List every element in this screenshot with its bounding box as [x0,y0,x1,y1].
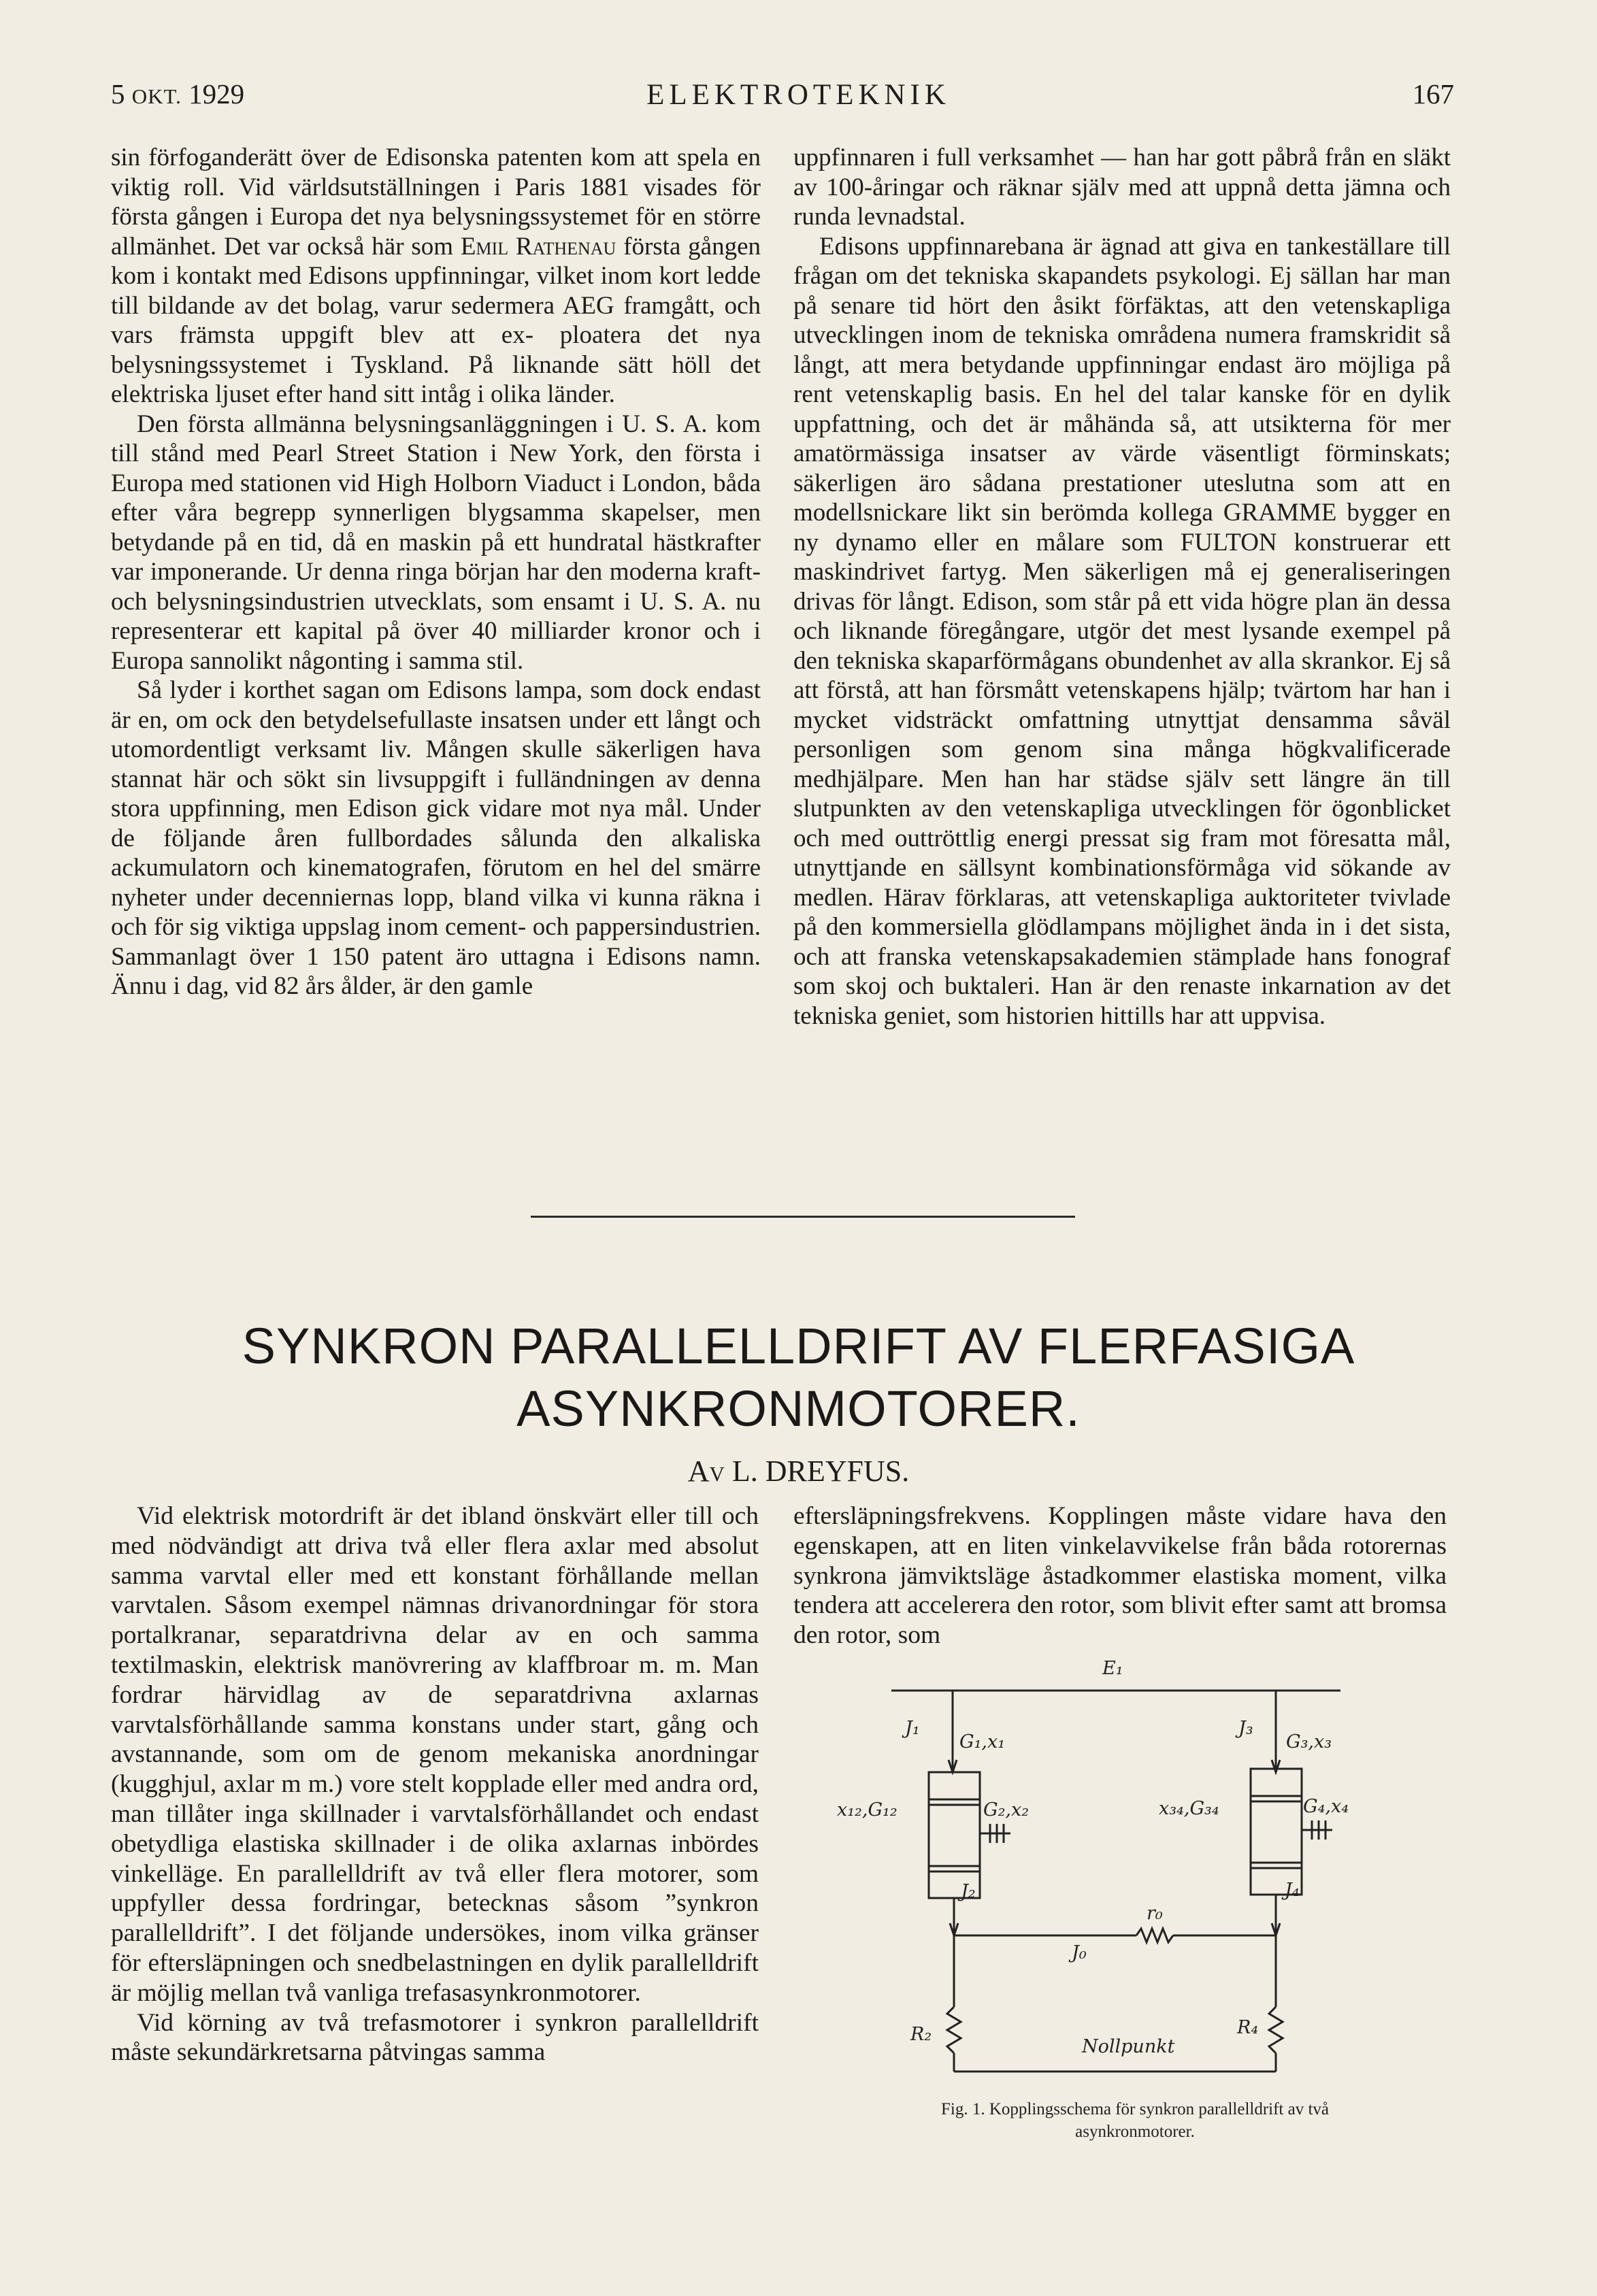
label-g3x3: G₃,x₃ [1286,1731,1332,1752]
section-divider [531,1216,1075,1218]
paragraph-continuation: eftersläpningsfrekvens. Kopplingen måste vidare hava den egenskapen, att en liten vinkelavvikelse från båda rotorernas synkrona jämviktsläge åstadkommer elastiska moment, vilka tendera att accelerera den rotor, som blivit efter samt att bromsa den rotor, som [793,1502,1447,1650]
label-g1x1: G₁,x₁ [959,1731,1006,1752]
motor2-body [1251,1769,1302,1895]
column-top-left [111,143,761,1001]
label-nollpunkt: Nollpunkt [1082,2036,1175,2057]
label-j3: J₃ [1238,1718,1253,1739]
label-j1: J₁ [905,1718,920,1739]
paragraph: Den första allmänna belysningsanläggningen i U. S. A. kom till stånd med Pearl Street Station i New York, den första i Europa med stationen vid High Holborn Viaduct i London, båda efter våra begrepp synnerligen blygsamma skapelser, men betydande på en tid, då en maskin på ett hundratal hästkrafter var imponerande. Ur denna ringa början har den moderna kraft- och belysningsindustrien utvecklats, som ensamt i U. S. A. nu representerar ett kapital på över 40 milliarder kronor och i Europa sannolikt någonting i samma stil. [111,410,761,675]
label-j0: J₀ [1072,1942,1087,1963]
paragraph-continuation: uppfinnaren i full verksamhet — han har gott påbrå från en släkt av 100-åringar och räknar själv med att uppnå detta jämna och runda levnadstal. [793,144,1451,231]
label-g2x2: G₂,x₂ [983,1799,1030,1820]
motor1-body [929,1772,980,1898]
circuit-diagram-figure [837,1658,1368,2092]
label-j2: J₂ [961,1881,976,1902]
journal-title: ELEKTROTEKNIK [646,79,951,111]
paragraph: Vid körning av två trefasmotorer i synkron parallelldrift måste sekundärkretsarna påtvingas samma [111,2008,759,2067]
label-x12g12: x₁₂,G₁₂ [837,1799,898,1820]
label-x34g34: x₃₄,G₃₄ [1159,1798,1219,1819]
paragraph: Vid elektrisk motordrift är det ibland önskvärt eller till och med nödvändigt att driva två eller flera axlar med absolut samma varvtal eller med ett konstant förhållande mellan varvtalen. Såsom exempel nämnas drivanordningar för stora portalkranar, separatdrivna delar av en och samma textilmaskin, elektrisk manövrering av klaffbroar m. m. Man fordrar härvidlag av de separatdrivna axlarnas varvtalsförhållande samma konstans under start, gång och avstannande, som om de genom mekaniska anordningar (kugghjul, axlar m m.) vore stelt kopplade eller med andra ord, man tillåter inga skillnader i varvtalsförhållandet och endast obetydliga elastiska skillnader i de olika axlarnas inbördes vinkelläge. En parallelldrift av två eller flera motorer, som uppfyller dessa fordringar, betecknas såsom ”synkron parallelldrift”. I det följande undersökes, inom vilka gränser för eftersläpningen och snedbelastningen en dylik parallelldrift är möjlig mellan två vanliga trefasasynkronmotorer. [111,1502,759,2007]
byline: Av L. DREYFUS. [687,1454,910,1488]
article-title: SYNKRON PARALLELLDRIFT AV FLERFASIGA ASYNKRONMOTORER. [242,1318,1355,1437]
label-g4x4: G₄,x₄ [1303,1796,1349,1817]
paragraph: Så lyder i korthet sagan om Edisons lampa, som dock endast är en, om ock den betydelsefullaste insatsen under ett långt och utomordentligt verksamt liv. Mången skulle säkerligen hava stannat här och sökt sin livsuppgift i fulländningen av denna stora uppfinning, men Edison gick vidare mot nya mål. Under de följande åren fullbordades sålunda den alkaliska ackumulatorn och kinematografen, förutom en hel del smärre nyheter under decenniernas lopp, bland vilka vi kunna räkna i och för sig viktiga uppslag inom cement- och pappersindustrien. Sammanlagt över 1 150 patent äro uttagna i Edisons namn. Ännu i dag, vid 82 års ålder, är den gamle [111,676,761,1000]
label-j4: J₄ [1285,1880,1300,1901]
column-top-right [793,143,1451,1031]
paragraph-continuation: sin förfoganderätt över de Edisonska patenten kom att spela en viktig roll. Vid världsutställningen i Paris 1881 visades för första gången i Europa det nya belysningssystemet för en större allmänhet. Det var också här som Emil Rathenau första gången kom i kontakt med Edisons uppfinningar, vilket inom kort ledde till bildande av det bolag, varur sedermera AEG framgått, och vars främsta uppgift blev att ex- ploatera det nya belysningssystemet i Tyskland. På liknande sätt höll det elektriska ljuset efter hand sitt intåg i olika länder. [111,144,761,408]
page-number: 167 [1412,78,1454,110]
label-r2: R₂ [910,2024,932,2045]
rathenau-line: var också här som Emil Rathenau första gången [267,232,761,261]
date-month: OKT. [131,84,182,108]
circuit-diagram [878,1663,1368,2092]
label-r0: r₀ [1147,1903,1163,1924]
label-e1: E₁ [1102,1658,1123,1679]
name-fulton: FULTON [1180,528,1277,556]
paragraph: Edisons uppfinnarebana är ägnad att giva en tankeställare till frågan om det tekniska skapandets psykologi. Ej sällan har man på senare tid hört den åsikt förfäktas, att den vetenskapliga utvecklingen inom de tekniska områdena numera framskridit så långt, att mera betydande uppfinningar endast äro möjliga på rent vetenskaplig basis. En hel del talar kanske för en dylik uppfattning, och det är måhända så, att utsikterna för mer amatörmässiga insatser av värde väsentligt förminskats; säkerligen äro sådana prestationer uteslutna som att en modellsnickare likt sin berömda kollega GRAMME bygger en ny dynamo eller en målare som FULTON konstruerar ett maskindrivet fartyg. Men säkerligen må ej generaliseringen drivas för långt. Edison, som står på ett vida högre plan än dessa och liknande föregångare, utgör det mest lysande exempel på den tekniska skaparförmågans obundenhet av alla skrankor. Ej så att förstå, att han försmått vetenskapens hjälp; tvärtom har han i mycket vidsträckt omfattning utnyttjat densamma såväl personligen som genom sina många högkvalificerade medhjälpare. Men han har städse själv sett längre än till slutpunkten av den vetenskapliga utvecklingen för ögonblicket och med outtröttlig energi pressat sig fram mot föresatta mål, utnyttjande en sällsynt kombinationsförmåga vid sökande av medlen. Härav förklaras, att vetenskapliga auktoriteter tvivlade på den kommersiella glödlampans möjlighet ända in i det sista, och att franska vetenskapsakademien stämplade hans fonograf som skoj och buktaleri. Han är den renaste inkarnation av det tekniska geniet, som historien hittills har att uppvisa. [793,232,1451,1030]
name-gramme: GRAMME [1223,499,1337,527]
column-bottom-right [793,1501,1447,1650]
label-r4: R₄ [1237,2017,1259,2038]
date-day: 5 [111,78,125,110]
figure-caption: Fig. 1. Kopplingsschema för synkron parallelldrift av två asynkronmotorer. [940,2100,1330,2141]
column-bottom-left [111,1501,759,2067]
date-year: 1929 [188,78,245,110]
